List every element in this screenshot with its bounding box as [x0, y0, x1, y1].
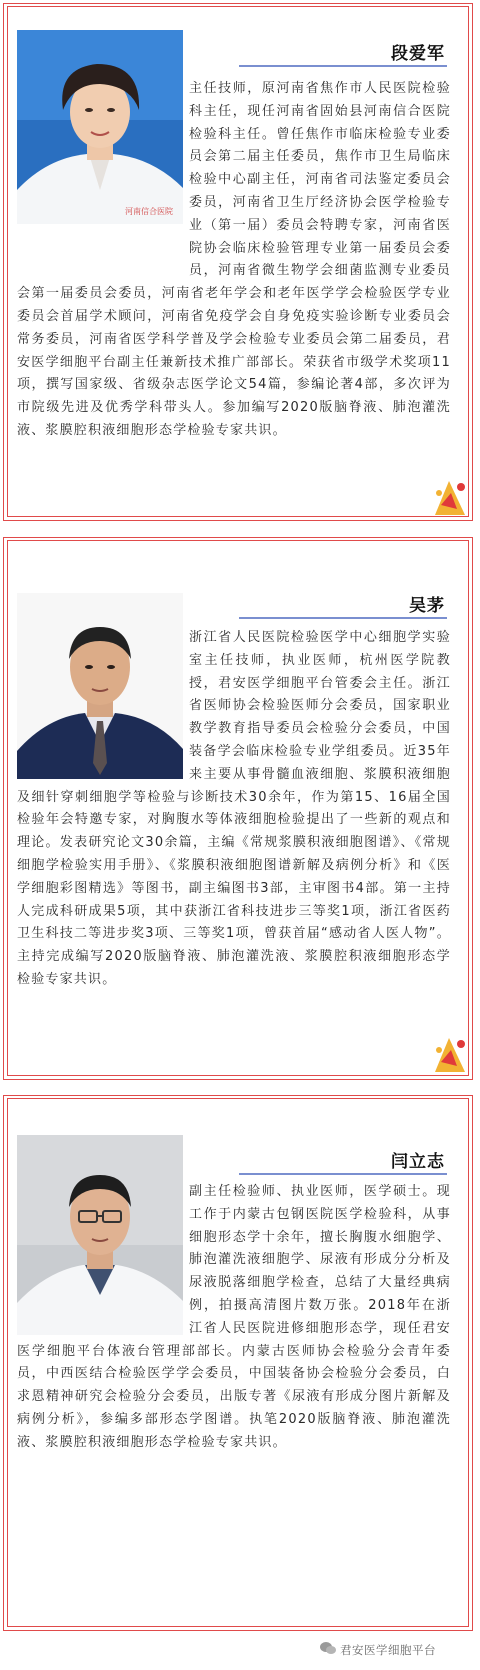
profile-bio — [17, 627, 451, 992]
source-watermark — [320, 1641, 436, 1658]
name-underline — [239, 617, 447, 619]
gift-ribbon-icon — [431, 475, 471, 521]
profile-name: 段爱军 — [391, 44, 445, 64]
name-underline — [239, 65, 447, 67]
profile-name: 吴茅 — [409, 596, 445, 616]
profile-card-3 — [3, 1095, 473, 1631]
profile-card-1 — [3, 3, 473, 521]
profile-bio — [17, 78, 451, 443]
profile-card-2 — [3, 537, 473, 1080]
bio-text: 浙江省人民医院检验医学中心细胞学实验室主任技师，执业医师，杭州医学院教授，君安医学细胞平台管委会主任。浙江省医师协会检验医师分会委员，国家职业教学教育指导委员会检验分会委员，中国装备学会临床检验专业学组委员。近35年来主要从事骨髓血液细胞、浆膜积液细胞及细针穿刺细胞学等检验与诊断技术30余年，作为第15、16届全国检验年会特邀专家，对胸腹水等体液细胞检验提出了一些新的观点和理论。发表研究论文30余篇，主编《常规浆膜积液细胞图谱》、《常规细胞学检验实用手册》、《浆膜积液细胞图谱新解及病例分析》和《医学细胞彩图精选》等图书，副主编图书3部，主审图书4部。第一主持人完成科研成果5项，其中获浙江省科技进步三等奖1项，浙江省医药卫生科技二等进步奖3项、三等奖1项，曾获首届“感动省人医人物”。主持完成编写2020版脑脊液、肺泡灌洗液、浆膜腔积液细胞形态学检验专家共识。 — [17, 630, 451, 987]
bio-text: 主任技师，原河南省焦作市人民医院检验科主任，现任河南省固始县河南信合医院检验科主任。曾任焦作市临床检验专业委员会第二届主任委员，焦作市卫生局临床检验中心副主任，河南省司法鉴定委员会委员，河南省卫生厅经济协会医学检验专业（第一届）委员会特聘专家，河南省医院协会临床检验管理专业第一届委员会委员，河南省微生物学会细菌监测专业委员会第一届委员会委员，河南省老年学会和老年医学学会检验医学专业委员会首届学术顾问，河南省免疫学会自身免疫实验诊断专业委员会常务委员，河南省医学科学普及学会检验专业委员会第二届委员，君安医学细胞平台副主任兼新技术推广部部长。荣获省市级学术奖项11项，撰写国家级、省级杂志医学论文54篇，参编论著4部，多次评为市院级先进及优秀学科带头人。参加编写2020版脑脊液、肺泡灌洗液、浆膜腔积液细胞形态学检验专家共识。 — [17, 81, 451, 438]
profile-name: 闫立志 — [391, 1152, 445, 1172]
wechat-icon — [320, 1641, 336, 1658]
bio-text: 副主任检验师、执业医师，医学硕士。现工作于内蒙古包钢医院医学检验科，从事细胞形态学十余年，擅长胸腹水细胞学、肺泡灌洗液细胞学、尿液有形成分分析及尿液脱落细胞学检查，总结了大量经典病例，拍摄高清图片数万张。2018年在浙江省人民医院进修细胞形态学，现任君安医学细胞平台体液台管理部部长。内蒙古医师协会检验分会青年委员，中西医结合检验医学学会委员，中国装备协会检验分会委员，白求恩精神研究会检验分会委员，出版专著《尿液有形成分图片新解及病例分析》，参编多部形态学图谱。执笔2020版脑脊液、肺泡灌洗液、浆膜腔积液细胞形态学检验专家共识。 — [17, 1184, 451, 1450]
uniform-embroidery: 河南信合医院 — [125, 207, 173, 216]
name-underline — [239, 1173, 447, 1175]
profile-bio — [17, 1181, 451, 1455]
source-name: 君安医学细胞平台 — [340, 1642, 436, 1657]
gift-ribbon-icon — [431, 1032, 471, 1078]
